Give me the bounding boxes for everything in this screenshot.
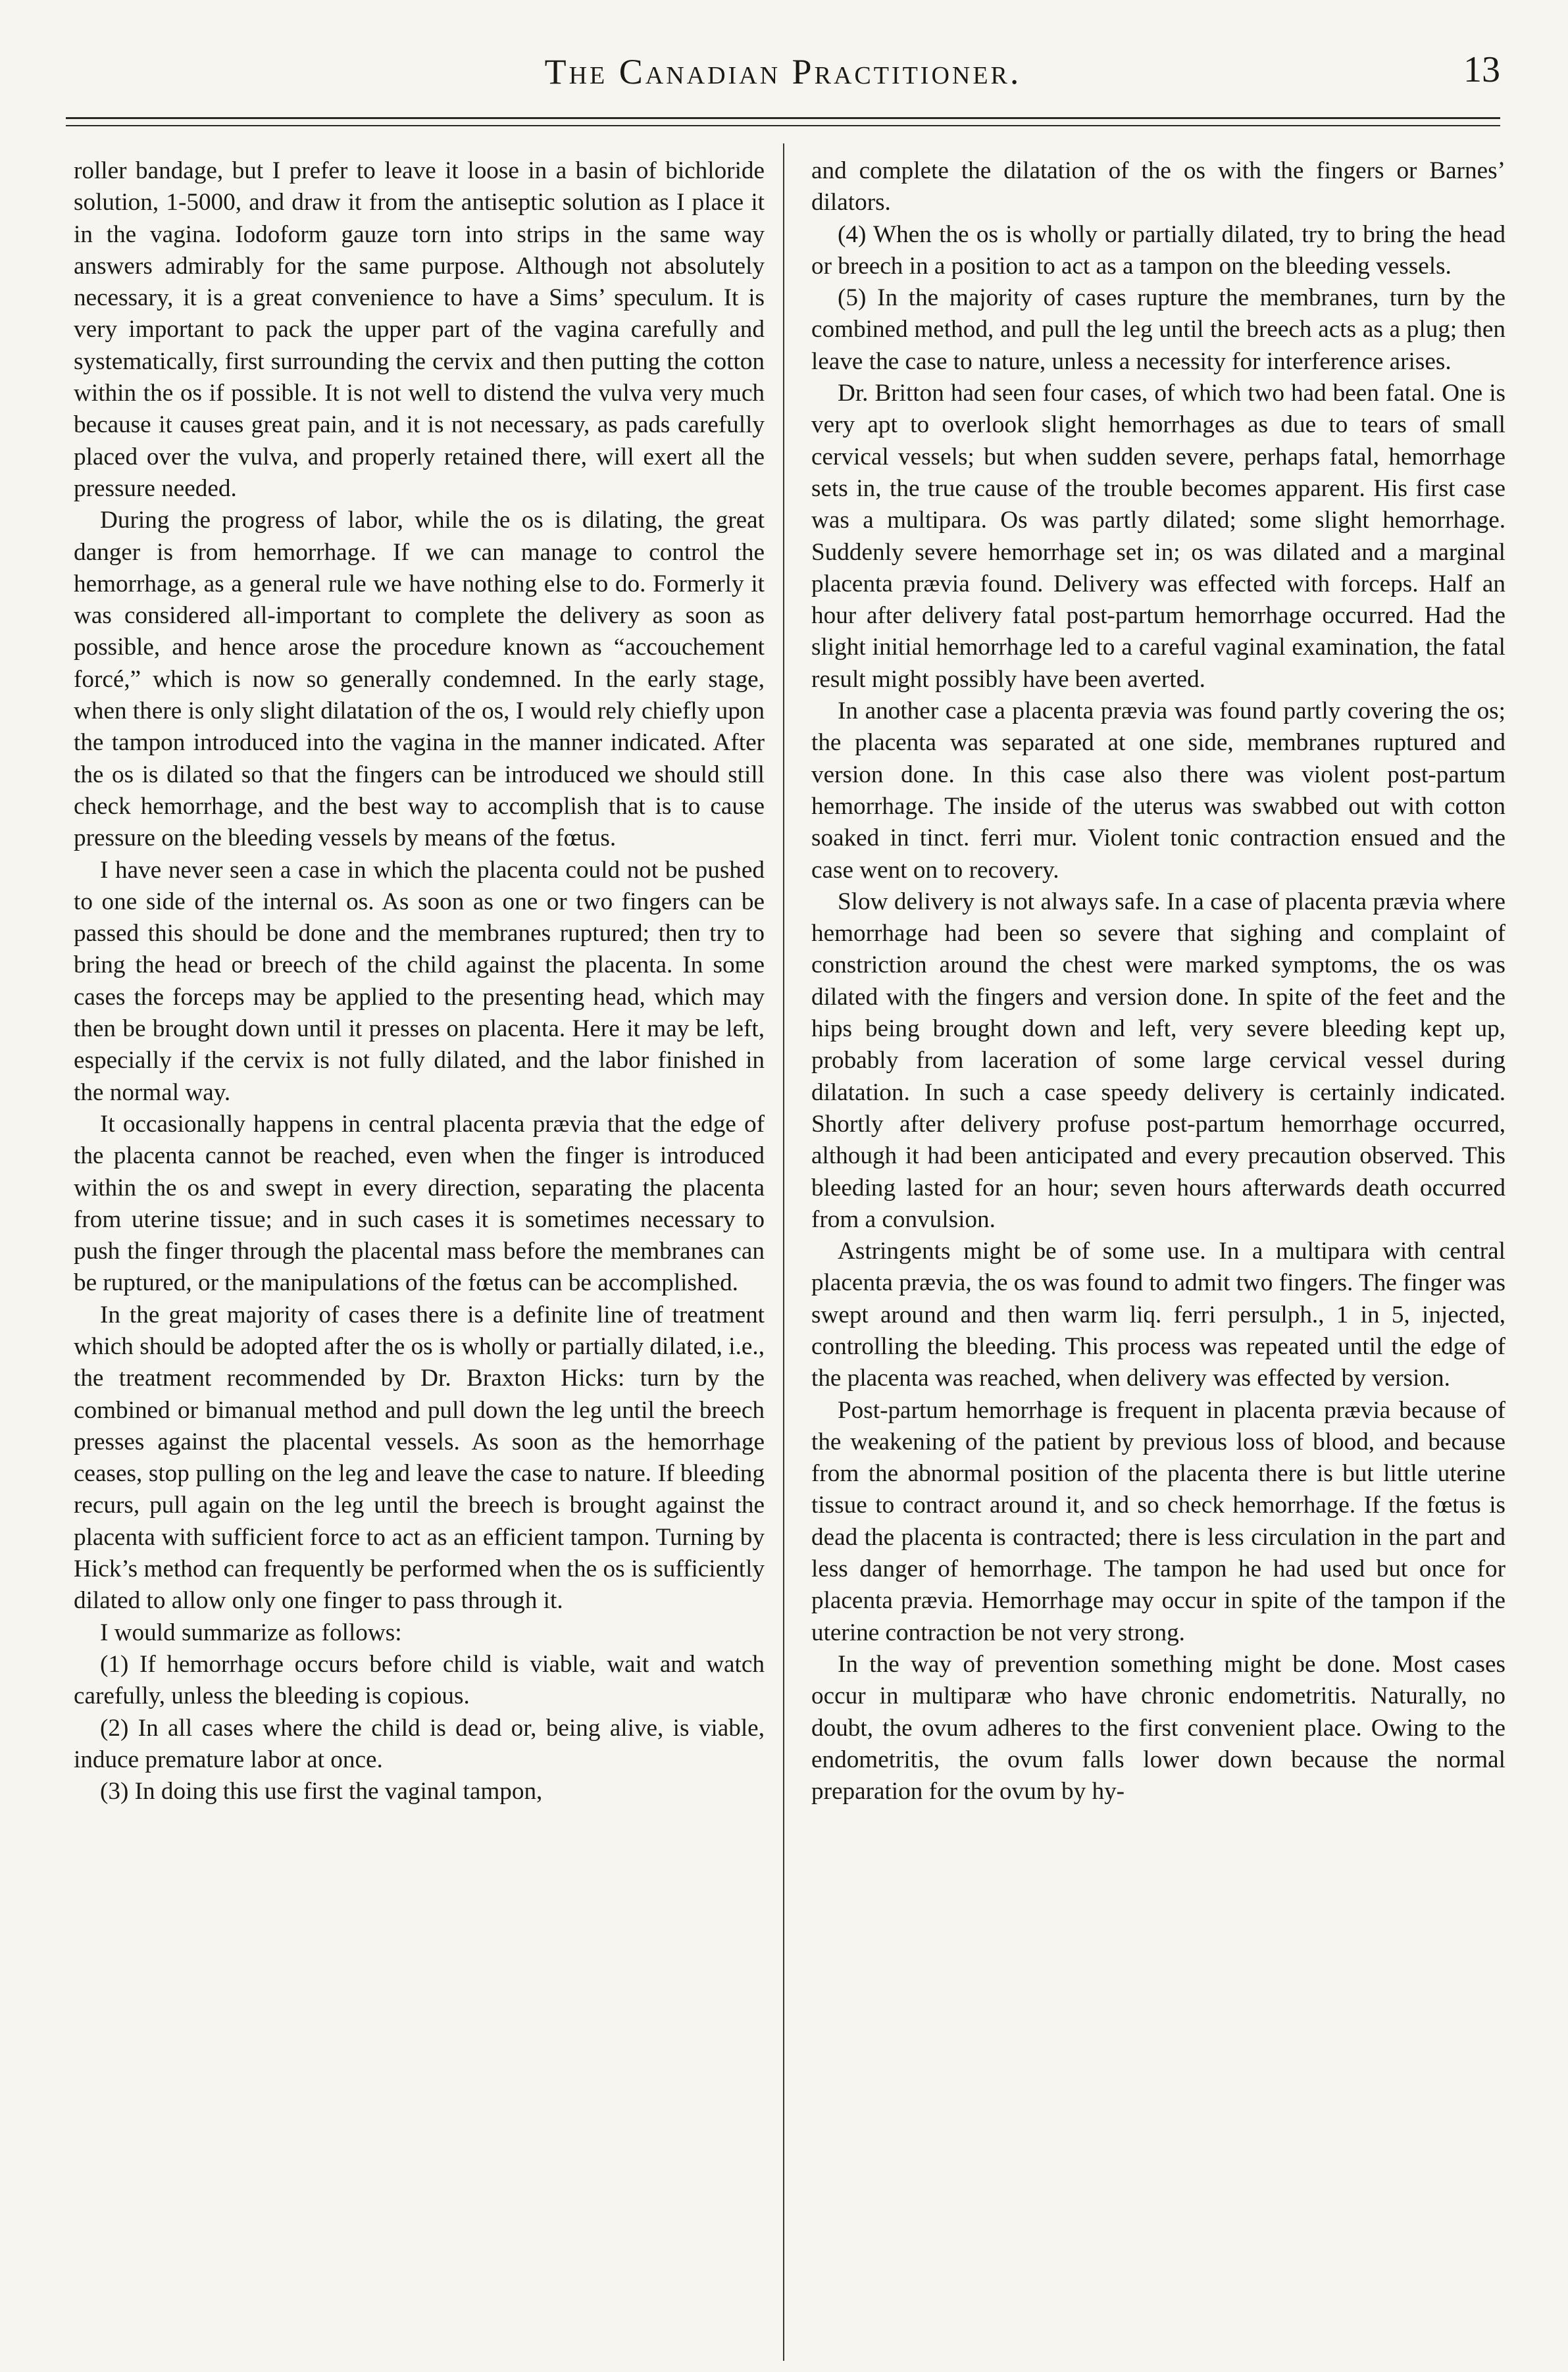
paragraph: It occasionally happens in central placenta prævia that the edge of the placenta cannot be reached, even when the finger is introduced within the os and swept in every direction, separating the placenta from uterine tissue; and in such cases it is sometimes necessary to push the finger through the placental mass before the membranes can be ruptured, or the manipulations of the fœtus can be accomplished. [74,1110,765,1297]
summary-item: (5) In the majority of cases rupture the membranes, turn by the combined method, and pull the leg until the breech acts as a plug; then leave the case to nature, unless a necessity for interference arises. [811,284,1505,375]
summary-item: (3) In doing this use first the vaginal tampon, [100,1778,543,1805]
header-rule [66,117,1500,119]
paragraph: Slow delivery is not always safe. In a case of placenta prævia where hemorrhage had been so severe that sighing and complaint of constriction around the chest were marked symptoms, the os was dilated with the fingers and version done. In spite of the feet and the hips being brought down and left, very severe bleeding kept up, probably from laceration of some large cervical vessel during dilatation. In such a case speedy delivery is certainly indicated. Shortly after delivery profuse post-partum hemorrhage occurred, although it had been anticipated and every precaution observed. This bleeding lasted for an hour; seven hours afterwards death occurred from a convulsion. [811,888,1505,1233]
paragraph: and complete the dilatation of the os with the fingers or Barnes’ dilators. [811,157,1505,216]
paragraph: During the progress of labor, while the os is dilating, the great danger is from hemorrhage. If we can manage to control the hemorrhage, as a general rule we have nothing else to do. Formerly it was considered all-important to complete the delivery as soon as possible, and hence arose the procedure known as “accouchement forcé,” which is now so generally condemned. In the early stage, when there is only slight dilatation of the os, I would rely chiefly upon the tampon introduced into the vagina in the manner indicated. After the os is dilated so that the fingers can be introduced we should still check hemorrhage, and the best way to accomplish that is to cause pressure on the bleeding vessels by means of the fœtus. [74,507,765,852]
page-number: 13 [1463,49,1500,90]
running-header [66,51,1500,104]
paragraph: Dr. Britton had seen four cases, of which two had been fatal. One is very apt to overlook slight hemorrhages as due to tears of small cervical vessels; but when sudden severe, perhaps fatal, hemorrhage sets in, the true cause of the trouble becomes apparent. His first case was a multipara. Os was partly dilated; some slight hemorrhage. Suddenly severe hemorrhage set in; os was dilated and a marginal placenta prævia found. Delivery was effected with forceps. Half an hour after delivery fatal post-partum hemorrhage occurred. Had the slight initial hemorrhage led to a careful vaginal examination, the fatal result might possibly have been averted. [811,380,1505,693]
paragraph: roller bandage, but I prefer to leave it loose in a basin of bichloride solution, 1-5000, and draw it from the antiseptic solution as I place it in the vagina. Iodoform gauze torn into strips in the same way answers admirably for the same purpose. Although not absolutely necessary, it is a great convenience to have a Sims’ speculum. It is very important to pack the upper part of the vagina carefully and systematically, first surrounding the cervix and then putting the cotton within the os if possible. It is not well to distend the vulva very much because it causes great pain, and it is not necessary, as pads carefully placed over the vulva, and properly retained there, will exert all the pressure needed. [74,157,765,502]
paragraph: In the way of prevention something might be done. Most cases occur in multiparæ who have chronic endometritis. Naturally, no doubt, the ovum adheres to the first convenient place. Owing to the endometritis, the ovum falls lower down because the normal preparation for the ovum by hy- [811,1650,1505,1805]
summary-item: (1) If hemorrhage occurs before child is viable, wait and watch carefully, unless the bleeding is copious. [74,1650,765,1710]
right-column [811,155,1505,2346]
column-divider [783,143,784,2361]
paragraph: Astringents might be of some use. In a multipara with central placenta prævia, the os was found to admit two fingers. The finger was swept around and then warm liq. ferri persulph., 1 in 5, injected, controlling the bleeding. This process was repeated until the edge of the placenta was reached, when delivery was effected by version. [811,1238,1505,1392]
paragraph: Post-partum hemorrhage is frequent in placenta prævia because of the weakening of the patient by previous loss of blood, and because from the abnormal position of the placenta there is but little uterine tissue to contract around it, and so check hemorrhage. If the fœtus is dead the placenta is contracted; there is less circulation in the part and less danger of hemorrhage. The tampon he had used but once for placenta prævia. Hemorrhage may occur in spite of the tampon if the uterine contraction be not very strong. [811,1396,1505,1646]
paragraph: I have never seen a case in which the placenta could not be pushed to one side of the internal os. As soon as one or two fingers can be passed this should be done and the membranes ruptured; then try to bring the head or breech of the child against the placenta. In some cases the forceps may be applied to the presenting head, which may then be brought down until it presses on placenta. Here it may be left, especially if the cervix is not fully dilated, and the labor finished in the normal way. [74,856,765,1106]
left-column [74,155,765,2346]
header-rule-secondary [66,125,1500,126]
summary-item: (2) In all cases where the child is dead or, being alive, is viable, induce premature labor at once. [74,1714,765,1773]
running-title: The Canadian Practitioner. [544,52,1022,91]
paragraph: I would summarize as follows: [100,1619,402,1646]
paragraph: In the great majority of cases there is a definite line of treatment which should be adopted after the os is wholly or partially dilated, i.e., the treatment recommended by Dr. Braxton Hicks: turn by the combined or bimanual method and pull down the leg until the breech presses against the placental vessels. As soon as the hemorrhage ceases, stop pulling on the leg and leave the case to nature. If bleeding recurs, pull again on the leg until the breech is brought against the placenta with sufficient force to act as an efficient tampon. Turning by Hick’s method can frequently be performed when the os is sufficiently dilated to allow only one finger to pass through it. [74,1301,765,1615]
summary-item: (4) When the os is wholly or partially dilated, try to bring the head or breech in a position to act as a tampon on the bleeding vessels. [811,220,1505,280]
paragraph: In another case a placenta prævia was found partly covering the os; the placenta was separated at one side, membranes ruptured and version done. In this case also there was violent post-partum hemorrhage. The inside of the uterus was swabbed out with cotton soaked in tinct. ferri mur. Violent tonic contraction ensued and the case went on to recovery. [811,697,1505,884]
